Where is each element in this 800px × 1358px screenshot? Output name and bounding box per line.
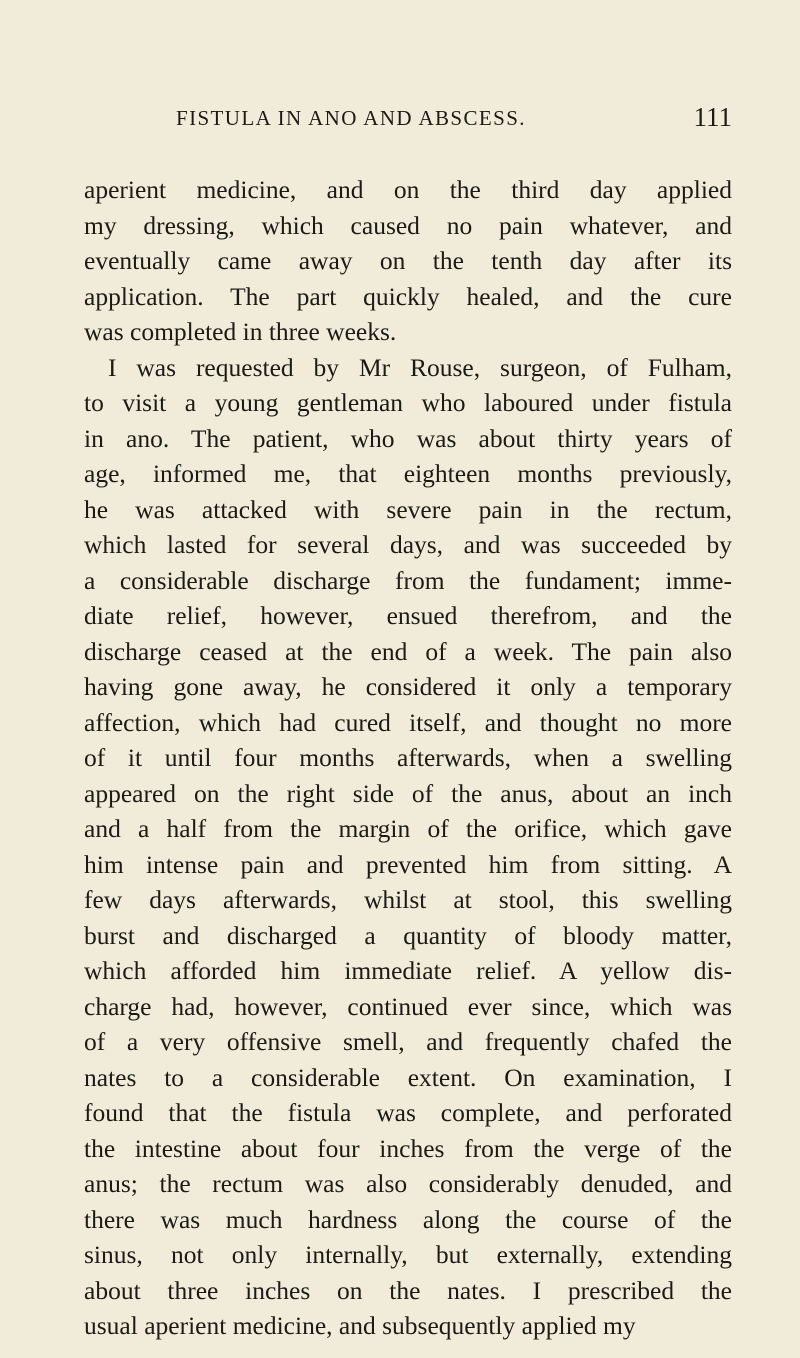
running-title: FISTULA IN ANO AND ABSCESS. — [176, 106, 526, 130]
text-line: which afforded him immediate relief. A yellow dis- — [84, 956, 732, 985]
text-line: appeared on the right side of the anus, about an inch — [84, 778, 732, 808]
text-line: aperient medicine, and on the third day applied — [84, 175, 732, 204]
text-line: to visit a young gentleman who laboured under fistula — [84, 388, 732, 417]
text-line: and a half from the margin of the orifice, which gave — [84, 814, 732, 843]
text-line: affection, which had cured itself, and thought no more — [84, 707, 732, 737]
text-line: usual aperient medicine, and subsequently applied my — [84, 1311, 636, 1340]
text-line: sinus, not only internally, but externally, extending — [84, 1240, 732, 1269]
text-line: my dressing, which caused no pain whatever, and — [84, 210, 732, 240]
text-line: charge had, however, continued ever since, which was — [84, 991, 732, 1021]
text-line: age, informed me, that eighteen months previously, — [84, 459, 732, 488]
text-line: in ano. The patient, who was about thirty years of — [84, 423, 732, 453]
text-line: of it until four months afterwards, when a swelling — [84, 743, 732, 772]
text-line: which lasted for several days, and was succeeded by — [84, 530, 732, 559]
text-line: few days afterwards, whilst at stool, this swelling — [84, 885, 732, 914]
text-line: found that the fistula was complete, and perforated — [84, 1098, 732, 1127]
text-line: application. The part quickly healed, and the cure — [84, 281, 732, 311]
text-line: a considerable discharge from the fundament; imme- — [84, 565, 732, 595]
text-line: having gone away, he considered it only a temporary — [84, 672, 732, 701]
text-line: eventually came away on the tenth day after its — [84, 246, 732, 275]
running-head — [176, 102, 732, 140]
text-line: nates to a considerable extent. On examination, I — [84, 1062, 732, 1092]
text-line: was completed in three weeks. — [84, 317, 397, 346]
page-number: 111 — [693, 102, 732, 132]
body-text — [84, 172, 732, 1344]
text-line: burst and discharged a quantity of bloody matter, — [84, 920, 732, 950]
text-line: I was requested by Mr Rouse, surgeon, of Fulham, — [108, 352, 732, 382]
text-line: the intestine about four inches from the verge of the — [84, 1133, 732, 1163]
text-line: him intense pain and prevented him from sitting. A — [84, 849, 732, 879]
text-line: of a very offensive smell, and frequently chafed the — [84, 1027, 732, 1056]
text-line: discharge ceased at the end of a week. The pain also — [84, 636, 732, 666]
text-line: about three inches on the nates. I prescribed the — [84, 1275, 732, 1305]
text-line: there was much hardness along the course of the — [84, 1204, 732, 1234]
text-line: he was attacked with severe pain in the rectum, — [84, 494, 732, 524]
text-line: anus; the rectum was also considerably denuded, and — [84, 1169, 732, 1198]
text-line: diate relief, however, ensued therefrom, and the — [84, 601, 732, 630]
